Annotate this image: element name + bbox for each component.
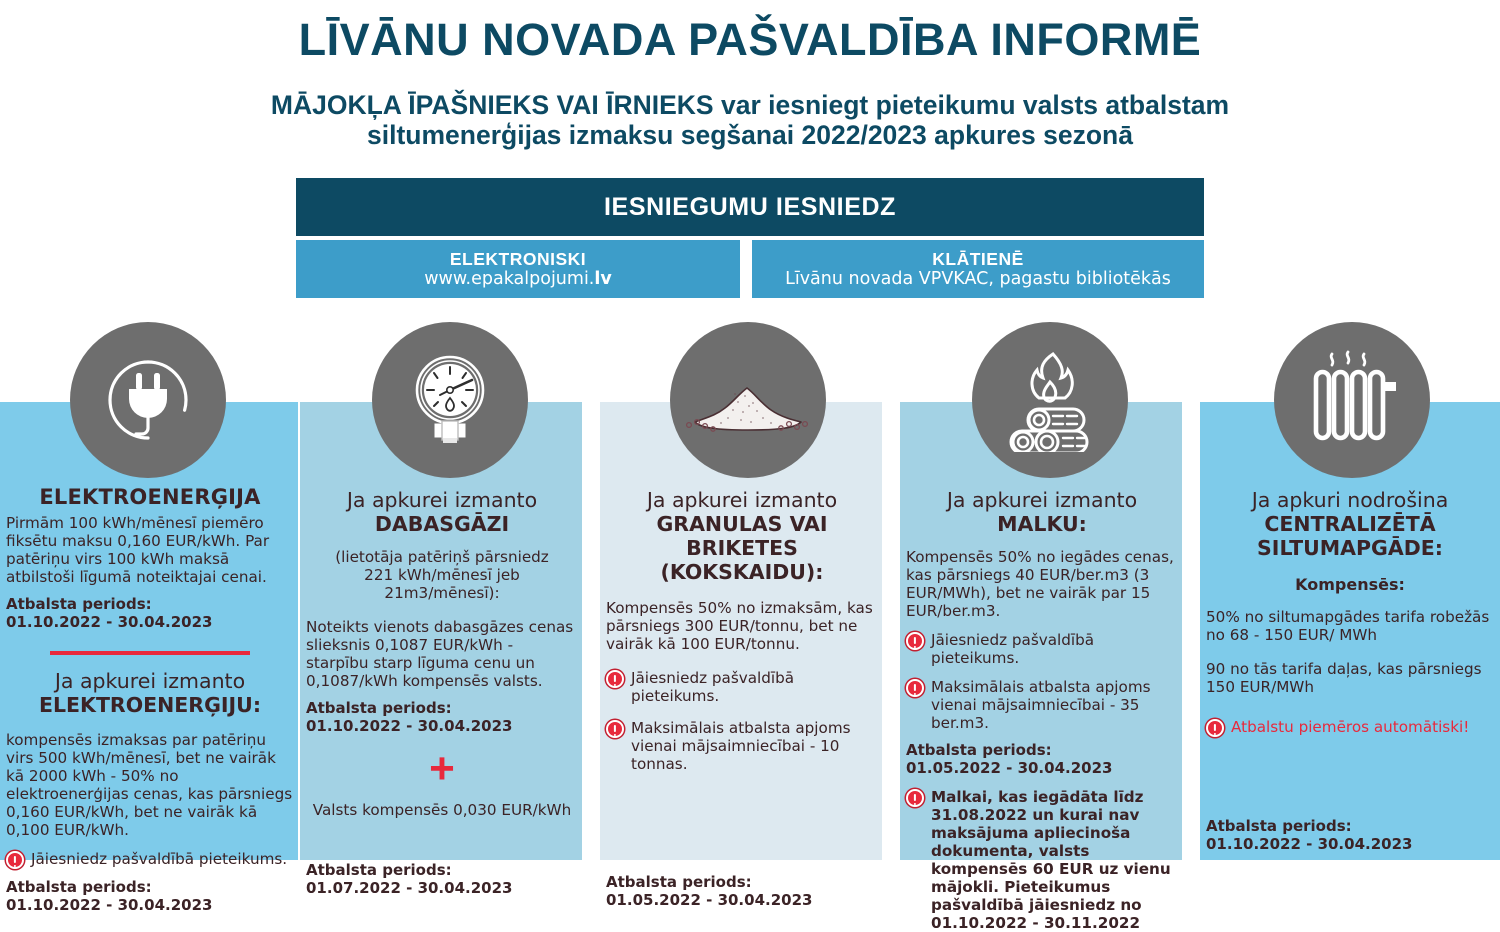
period-label: Atbalsta periods:: [1206, 817, 1352, 835]
exclamation-icon: [906, 632, 924, 650]
column-electricity-body-2: kompensēs izmaksas par patēriņu virs 500 kWh/mēnesī, bet ne vairāk kā 2000 kWh - 50% no elektroenerģijas cenas, kas pārsniegs 0,160 EUR/kWh, bet ne vairāk kā 0,100 EUR/kWh.: [6, 731, 293, 839]
period-value: 01.05.2022 - 30.04.2023: [606, 891, 813, 909]
page-subtitle: [0, 90, 1500, 150]
exclamation-icon: [606, 670, 624, 688]
firewood-logs-flame-icon: [972, 322, 1128, 478]
column-district-body-2: 90 no tās tarifa daļas, kas pārsniegs 150 EUR/MWh: [1206, 660, 1482, 696]
subtitle-line-1: MĀJOKĻA ĪPAŠNIEKS VAI ĪRNIEKS var iesniegt pieteikumu valsts atbalstam: [270, 90, 1230, 120]
column-pellets-subhead-bold-1: GRANULAS VAI: [656, 512, 828, 536]
column-district-body-1: 50% no siltumapgādes tarifa robežās no 68 - 150 EUR/ MWh: [1206, 608, 1490, 644]
bullet-text: Maksimālais atbalsta apjoms vienai mājsaimniecībai - 35 ber.m3.: [931, 678, 1151, 732]
submission-inperson-heading: KLĀTIENĒ: [932, 248, 1024, 269]
column-pellets-bullet-1: [606, 669, 878, 705]
submission-online-url-suffix: lv: [594, 268, 612, 289]
column-pellets-subhead-bold-2: BRIKETES (KOKSKAIDU):: [660, 536, 824, 584]
column-natural-gas: [306, 488, 578, 897]
column-district-heating: [1206, 488, 1494, 853]
period-label: Atbalsta periods:: [906, 741, 1052, 759]
exclamation-icon: [906, 679, 924, 697]
radiator-icon: [1274, 322, 1430, 478]
power-plug-icon: [70, 322, 226, 478]
column-district-subhead-bold-1: CENTRALIZĒTĀ: [1264, 512, 1436, 536]
column-gas-note-line-2: 221 kWh/mēnesī jeb 21m3/mēnesī):: [364, 566, 520, 602]
period-label: Atbalsta periods:: [606, 873, 752, 891]
pellet-pile-icon: [670, 322, 826, 478]
column-firewood-period-1: [906, 741, 1178, 777]
column-gas-body-2: Valsts kompensēs 0,030 EUR/kWh: [312, 801, 572, 819]
period-label: Atbalsta periods:: [306, 861, 452, 879]
bullet-text: Atbalstu piemēros automātiski!: [1231, 718, 1470, 736]
page-title: LĪVĀNU NOVADA PAŠVALDĪBA INFORMĒ: [298, 14, 1202, 65]
column-pellets-period-1: [606, 873, 878, 909]
submission-online-heading: ELEKTRONISKI: [449, 248, 587, 269]
column-electricity-period-1: [6, 595, 294, 631]
submission-online-box[interactable]: [296, 240, 740, 298]
column-electricity-subhead-light: Ja apkurei izmanto: [54, 669, 246, 693]
period-value: 01.07.2022 - 30.04.2023: [306, 879, 513, 897]
column-gas-body-1: Noteikts vienots dabasgāzes cenas slieksnis 0,1087 EUR/kWh - starpību starp līguma cenu un 0,1087/kWh kompensēs valsts.: [306, 618, 574, 690]
column-electricity-title: ELEKTROENERĢIJA: [39, 485, 261, 509]
submission-online-url-prefix: www.epakalpojumi.: [424, 268, 595, 289]
column-gas-subhead-bold: DABASGĀZI: [374, 512, 510, 536]
exclamation-icon: [606, 720, 624, 738]
column-electricity-subhead-bold: ELEKTROENERĢIJU:: [38, 693, 262, 717]
submission-inperson-box[interactable]: [752, 240, 1204, 298]
column-firewood-bullet-3: [906, 788, 1178, 932]
column-electricity: [6, 485, 294, 914]
period-label: Atbalsta periods:: [6, 595, 152, 613]
column-gas-period-1: [306, 699, 578, 735]
period-label: Atbalsta periods:: [306, 699, 452, 717]
column-firewood-bullet-2: [906, 678, 1178, 732]
period-value: 01.10.2022 - 30.04.2023: [1206, 835, 1413, 853]
column-district-subhead-bold-2: SILTUMAPGĀDE:: [1257, 536, 1443, 560]
period-value: 01.10.2022 - 30.04.2023: [306, 717, 513, 735]
column-gas-note: [306, 548, 578, 602]
column-firewood-subhead-bold: MALKU:: [997, 512, 1087, 536]
column-district-subhead-light: Ja apkuri nodrošina: [1251, 488, 1449, 512]
plus-icon: +: [429, 744, 455, 793]
column-pellets: [606, 488, 878, 909]
gas-meter-gauge-icon: [372, 322, 528, 478]
column-firewood-subhead-light: Ja apkurei izmanto: [946, 488, 1138, 512]
bullet-text: Maksimālais atbalsta apjoms vienai mājsaimniecībai - 10 tonnas.: [631, 719, 851, 773]
subtitle-line-2: siltumenerģijas izmaksu segšanai 2022/2023 apkures sezonā: [367, 120, 1133, 150]
submission-banner-title: IESNIEGUMU IESNIEDZ: [604, 192, 896, 221]
exclamation-icon: [6, 851, 24, 869]
period-value: 01.10.2022 - 30.04.2023: [6, 613, 213, 631]
bullet-text: Malkai, kas iegādāta līdz 31.08.2022 un kurai nav maksājuma apliecinoša dokumenta, valsts kompensēs 60 EUR uz vienu mājokli. Pieteikumus pašvaldībā jāiesniedz no 01.10.2022 - 30.11.2022: [931, 788, 1171, 932]
exclamation-icon: [906, 789, 924, 807]
submission-online-url[interactable]: [424, 269, 612, 290]
submission-banner: [296, 178, 1204, 236]
column-district-bullet-1: [1206, 718, 1494, 737]
column-pellets-bullet-2: [606, 719, 878, 773]
period-label: Atbalsta periods:: [6, 878, 152, 896]
column-firewood: [906, 488, 1178, 932]
column-electricity-period-2: [6, 878, 294, 914]
bullet-text: Jāiesniedz pašvaldībā pieteikums.: [31, 850, 288, 868]
column-pellets-body-1: Kompensēs 50% no izmaksām, kas pārsniegs 300 EUR/tonnu, bet ne vairāk kā 100 EUR/tonnu.: [606, 599, 873, 653]
column-electricity-body-1: Pirmām 100 kWh/mēnesī piemēro fiksētu maksu 0,160 EUR/kWh. Par patēriņu virs 100 kWh maksā atbilstoši līgumā noteiktajai cenai.: [6, 514, 270, 586]
column-firewood-bullet-1: [906, 631, 1178, 667]
period-value: 01.10.2022 - 30.04.2023: [6, 896, 213, 914]
column-district-compensates-label: Kompensēs:: [1295, 575, 1405, 594]
column-district-period-1: [1206, 817, 1494, 853]
submission-inperson-locations: Līvānu novada VPVKAC, pagastu bibliotēkās: [785, 268, 1171, 289]
column-firewood-body-1: Kompensēs 50% no iegādes cenas, kas pārsniegs 40 EUR/ber.m3 (3 EUR/MWh), bet ne vairāk par 15 EUR/ber.m3.: [906, 548, 1174, 620]
column-pellets-subhead-light: Ja apkurei izmanto: [646, 488, 838, 512]
section-divider: [50, 651, 250, 655]
period-value: 01.05.2022 - 30.04.2023: [906, 759, 1113, 777]
exclamation-icon: [1206, 719, 1224, 737]
column-gas-subhead-light: Ja apkurei izmanto: [346, 488, 538, 512]
column-gas-note-line-1: (lietotāja patēriņš pārsniedz: [335, 548, 549, 566]
column-gas-period-2: [306, 861, 578, 897]
bullet-text: Jāiesniedz pašvaldībā pieteikums.: [631, 669, 795, 705]
bullet-text: Jāiesniedz pašvaldībā pieteikums.: [931, 631, 1095, 667]
